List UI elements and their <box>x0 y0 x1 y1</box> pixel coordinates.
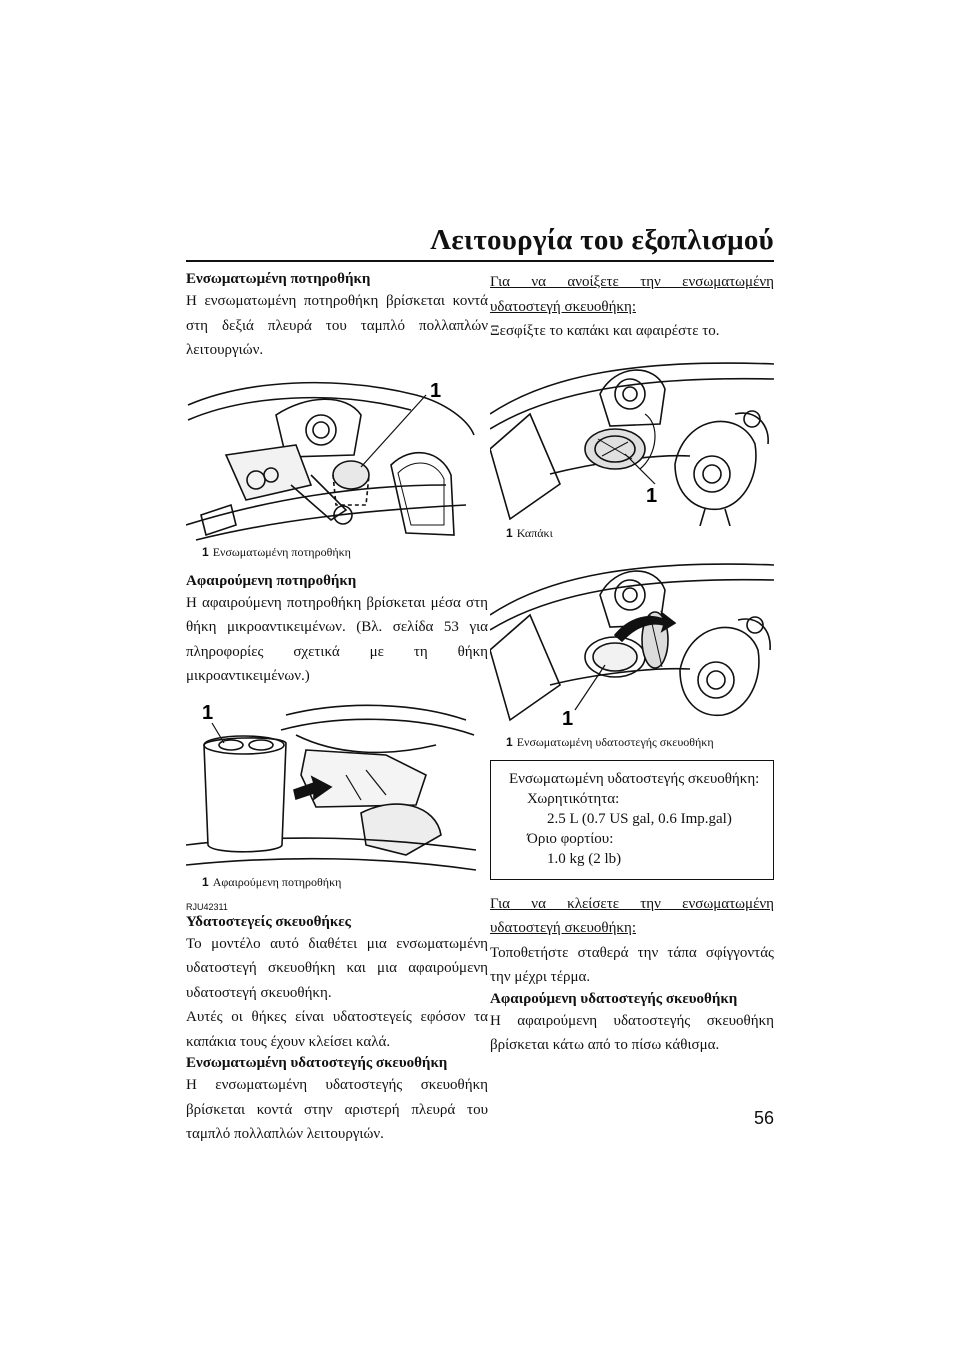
caption-number: 1 <box>202 544 209 559</box>
figure-built-in-cup-holder <box>186 375 488 545</box>
caption-built-in-waterproof-compartment <box>490 735 774 750</box>
spec-capacity-label: Χωρητικότητα: <box>527 790 620 807</box>
page-number: 56 <box>753 1108 774 1128</box>
paragraph-waterproof-compartments-2: Αυτές οι θήκες είναι υδατοστεγείς εφόσον τα καπάκια τους έχουν κλείσει καλά. <box>186 1009 488 1050</box>
heading-removable-cup-holder: Αφαιρούμενη ποτηροθήκη <box>186 572 357 589</box>
caption-text: Ενσωματωμένη ποτηροθήκη <box>212 544 351 559</box>
illustration-waterproof-compartment <box>490 555 774 735</box>
page-header-title: Λειτουργία του εξοπλισμού <box>430 224 774 256</box>
spec-load-label: Όριο φορτίου: <box>527 830 614 847</box>
caption-number: 1 <box>506 525 513 540</box>
caption-number: 1 <box>202 874 209 889</box>
callout-number: 1 <box>646 484 658 507</box>
paragraph-built-in-waterproof-compartment: Η ενσωματωμένη υδατοστεγής σκευοθήκη βρίσκεται κοντά στην αριστερή πλευρά του ταμπλό πολλαπλών λειτουργιών. <box>186 1077 488 1142</box>
section-code: RJU42311 <box>186 901 228 912</box>
callout-number: 1 <box>202 701 214 724</box>
caption-built-in-cup-holder <box>186 545 488 560</box>
callout-number: 1 <box>562 707 574 730</box>
paragraph-removable-waterproof-compartment: Η αφαιρούμενη υδατοστεγής σκευοθήκη βρίσκεται κάτω από το πίσω κάθισμα. <box>490 1012 774 1053</box>
left-column <box>186 270 488 1147</box>
right-column <box>490 270 774 1058</box>
header-rule <box>186 260 774 262</box>
heading-removable-waterproof-compartment: Αφαιρούμενη υδατοστεγής σκευοθήκη <box>490 990 738 1007</box>
callout-number: 1 <box>430 379 442 402</box>
caption-text: Αφαιρούμενη ποτηροθήκη <box>212 874 342 889</box>
illustration-compartment-cap <box>490 354 774 526</box>
heading-built-in-waterproof-compartment: Ενσωματωμένη υδατοστεγής σκευοθήκη <box>186 1055 448 1071</box>
paragraph-to-close: Τοποθετήστε σταθερά την τάπα σφίγγοντάς την μέχρι τέρμα. <box>490 944 774 985</box>
caption-text: Καπάκι <box>516 525 553 540</box>
illustration-dashboard-cup-holder <box>186 375 476 545</box>
spec-load-value: 1.0 kg (2 lb) <box>547 850 622 867</box>
caption-cap <box>490 526 774 541</box>
specification-box <box>490 760 774 880</box>
caption-removable-cup-holder <box>186 875 488 890</box>
heading-built-in-cup-holder: Ενσωματωμένη ποτηροθήκη <box>186 271 371 287</box>
figure-built-in-waterproof-compartment <box>490 555 774 735</box>
heading-to-open: Για να ανοίξετε την ενσωματωμένη υδατοστεγή σκευοθήκη: <box>490 274 774 315</box>
spec-title: Ενσωματωμένη υδατοστεγής σκευοθήκη: <box>509 770 760 787</box>
paragraph-to-open: Ξεσφίξτε το καπάκι και αφαιρέστε το. <box>490 323 720 339</box>
spec-capacity-value: 2.5 L (0.7 US gal, 0.6 Imp.gal) <box>547 810 732 827</box>
illustration-removable-cup-holder <box>186 695 476 875</box>
caption-text: Ενσωματωμένη υδατοστεγής σκευοθήκη <box>516 734 714 749</box>
figure-cap <box>490 354 774 526</box>
paragraph-built-in-cup-holder: Η ενσωματωμένη ποτηροθήκη βρίσκεται κοντά στη δεξιά πλευρά του ταμπλό πολλαπλών λειτουργιών. <box>186 293 488 358</box>
heading-to-close: Για να κλείσετε την ενσωματωμένη υδατοστεγή σκευοθήκη: <box>490 895 774 936</box>
figure-removable-cup-holder <box>186 695 488 875</box>
paragraph-waterproof-compartments-1: Το μοντέλο αυτό διαθέτει μια ενσωματωμένη υδατοστεγή σκευοθήκη και μια αφαιρούμενη υδατοστεγή σκευοθήκη. <box>186 935 488 1001</box>
caption-number: 1 <box>506 734 513 749</box>
paragraph-removable-cup-holder: Η αφαιρούμενη ποτηροθήκη βρίσκεται μέσα στη θήκη μικροαντικειμένων. (Βλ. σελίδα 53 για πληροφορίες σχετικά με τη θήκη μικροαντικειμένων.) <box>186 594 488 684</box>
heading-waterproof-compartments: Υδατοστεγείς σκευοθήκες <box>186 913 351 930</box>
